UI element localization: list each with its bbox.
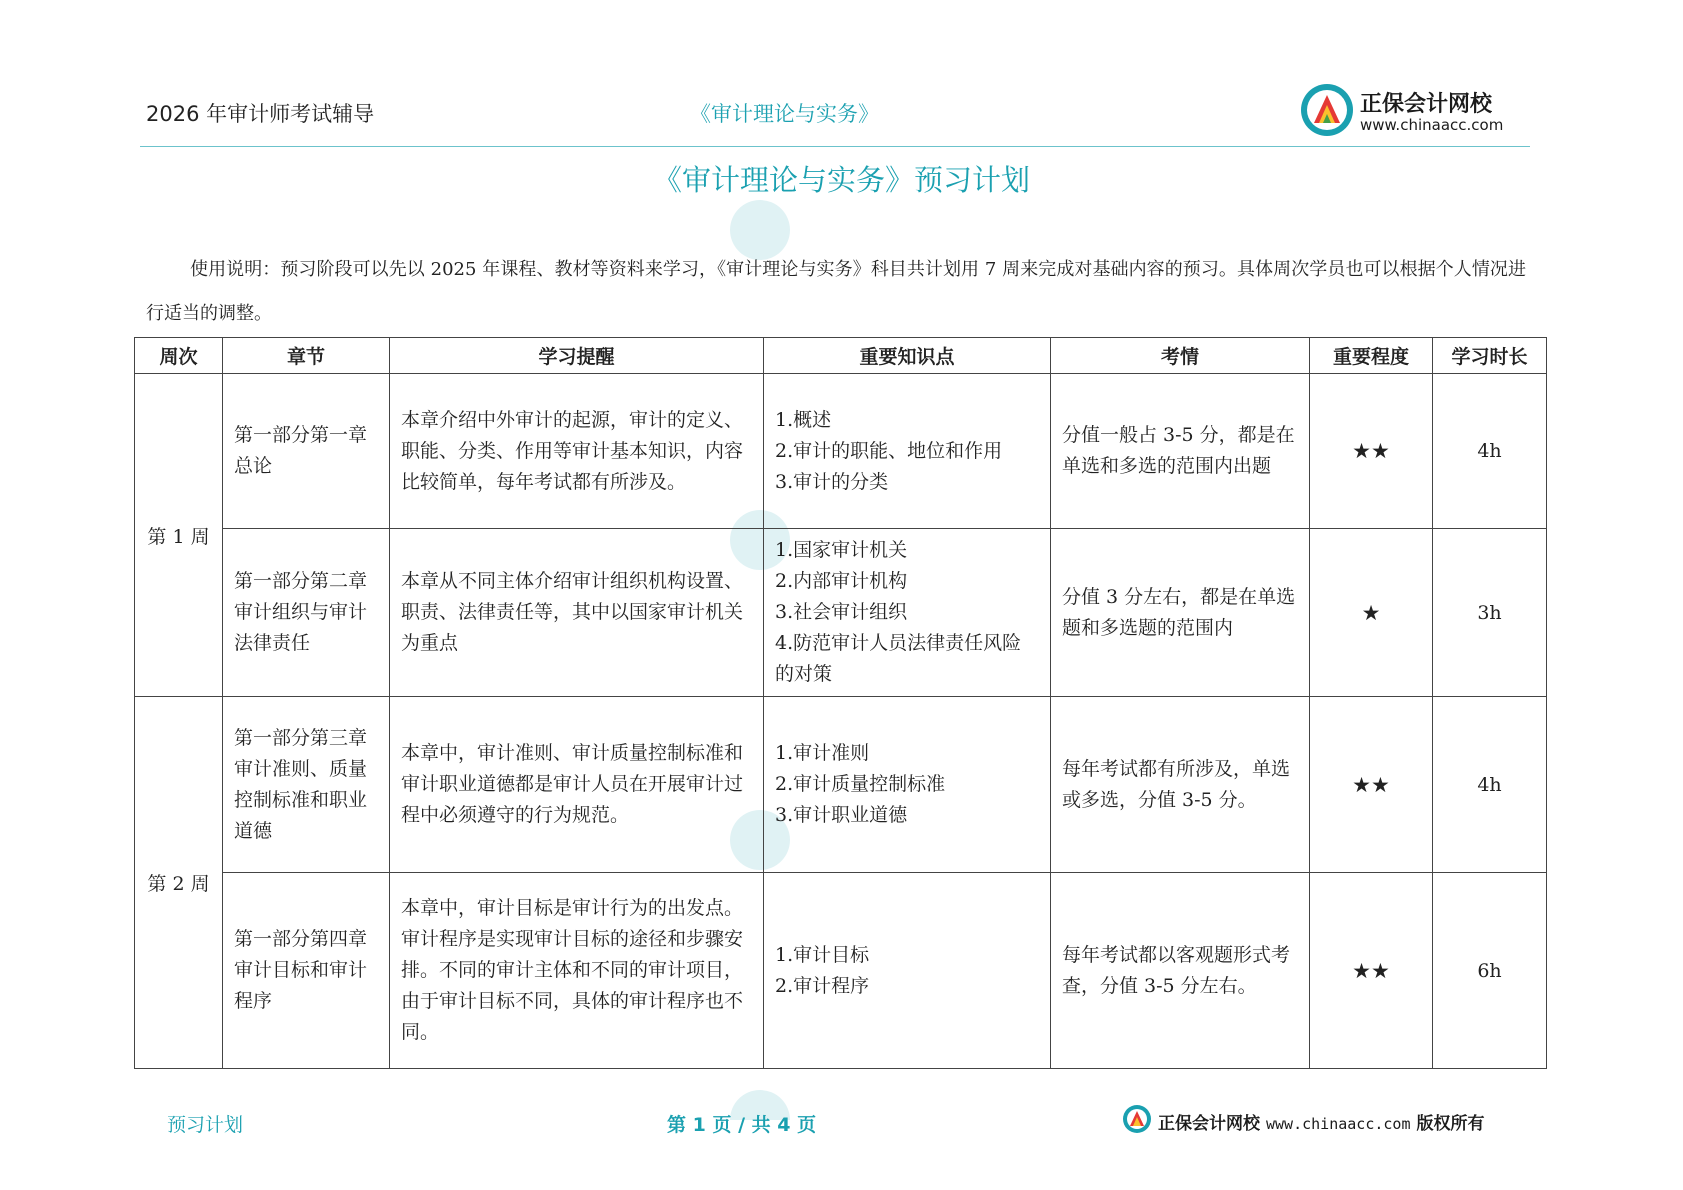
header-key-points: 重要知识点 [764, 338, 1051, 374]
header-exam-info: 考情 [1051, 338, 1310, 374]
header-divider [140, 146, 1530, 147]
key-point: 3.审计职业道德 [775, 804, 908, 826]
key-point: 2.内部审计机构 [775, 570, 908, 592]
importance-stars: ★★ [1310, 873, 1433, 1069]
key-point: 2.审计程序 [775, 974, 870, 997]
table-row [135, 697, 1547, 873]
key-point: 3.审计的分类 [775, 470, 889, 493]
header-exam-title: 2026 年审计师考试辅导 [146, 102, 375, 126]
footer-copyright [1158, 1109, 1485, 1134]
footer-section-label: 预习计划 [167, 1114, 244, 1136]
week-cell: 第 2 周 [135, 697, 223, 1069]
key-points-cell [764, 697, 1051, 873]
exam-info-cell: 分值一般占 3-5 分，都是在单选和多选的范围内出题 [1051, 374, 1310, 529]
footer-brand-name: 正保会计网校 [1158, 1114, 1260, 1134]
page-title: 《审计理论与实务》预习计划 [652, 163, 1030, 197]
header-week: 周次 [135, 338, 223, 374]
footer-url: www.chinaacc.com [1266, 1115, 1411, 1133]
reminder-cell: 本章中，审计目标是审计行为的出发点。审计程序是实现审计目标的途径和步骤安排。不同的审计主体和不同的审计项目，由于审计目标不同，具体的审计程序也不同。 [390, 873, 764, 1069]
exam-info-cell: 每年考试都有所涉及，单选或多选，分值 3-5 分。 [1051, 697, 1310, 873]
table-row [135, 374, 1547, 529]
chapter-cell: 第一部分第二章 审计组织与审计法律责任 [223, 529, 390, 697]
brand-url: www.chinaacc.com [1360, 116, 1504, 134]
key-point: 1.国家审计机关 [775, 539, 908, 561]
key-point: 4.防范审计人员法律责任风险的对策 [775, 632, 1022, 685]
key-point: 1.审计目标 [775, 943, 870, 966]
page-number: 第 1 页 / 共 4 页 [667, 1114, 817, 1136]
reminder-cell: 本章介绍中外审计的起源，审计的定义、职能、分类、作用等审计基本知识，内容比较简单，每年考试都有所涉及。 [390, 374, 764, 529]
usage-instructions: 使用说明：预习阶段可以先以 2025 年课程、教材等资料来学习，《审计理论与实务》科目共计划用 7 周来完成对基础内容的预习。具体周次学员也可以根据个人情况进行适当的调整。 [146, 259, 1526, 324]
key-points-cell [764, 374, 1051, 529]
study-hours-cell: 3h [1433, 529, 1547, 697]
key-point: 3.社会审计组织 [775, 601, 908, 623]
exam-info-cell: 每年考试都以客观题形式考查，分值 3-5 分左右。 [1051, 873, 1310, 1069]
importance-stars: ★★ [1310, 697, 1433, 873]
chapter-cell: 第一部分第一章 总论 [223, 374, 390, 529]
key-point: 1.概述 [775, 408, 832, 431]
footer-brand [1122, 1104, 1522, 1134]
key-points-cell [764, 873, 1051, 1069]
week-cell: 第 1 周 [135, 374, 223, 697]
reminder-cell: 本章中，审计准则、审计质量控制标准和审计职业道德都是审计人员在开展审计过程中必须遵守的行为规范。 [390, 697, 764, 873]
header-subject: 《审计理论与实务》 [690, 102, 879, 126]
study-plan-table [134, 337, 1547, 1069]
key-point: 2.审计质量控制标准 [775, 773, 946, 795]
key-point: 1.审计准则 [775, 742, 870, 764]
table-row [135, 529, 1547, 697]
chapter-cell: 第一部分第三章 审计准则、质量控制标准和职业道德 [223, 697, 390, 873]
header-importance: 重要程度 [1310, 338, 1433, 374]
key-point: 2.审计的职能、地位和作用 [775, 439, 1003, 462]
header-reminder: 学习提醒 [390, 338, 764, 374]
reminder-cell: 本章从不同主体介绍审计组织机构设置、职责、法律责任等，其中以国家审计机关为重点 [390, 529, 764, 697]
table-header-row [135, 338, 1547, 374]
brand-logo-icon [1300, 83, 1354, 137]
importance-stars: ★ [1310, 529, 1433, 697]
key-points-cell [764, 529, 1051, 697]
importance-stars: ★★ [1310, 374, 1433, 529]
study-hours-cell: 4h [1433, 697, 1547, 873]
header-study-hours: 学习时长 [1433, 338, 1547, 374]
table-row [135, 873, 1547, 1069]
study-hours-cell: 4h [1433, 374, 1547, 529]
exam-info-cell: 分值 3 分左右，都是在单选题和多选题的范围内 [1051, 529, 1310, 697]
header-chapter: 章节 [223, 338, 390, 374]
chapter-cell: 第一部分第四章 审计目标和审计程序 [223, 873, 390, 1069]
study-hours-cell: 6h [1433, 873, 1547, 1069]
footer-logo-icon [1122, 1104, 1152, 1134]
footer-rights: 版权所有 [1416, 1114, 1485, 1134]
brand-logo [1300, 83, 1520, 139]
brand-name: 正保会计网校 [1360, 92, 1493, 117]
